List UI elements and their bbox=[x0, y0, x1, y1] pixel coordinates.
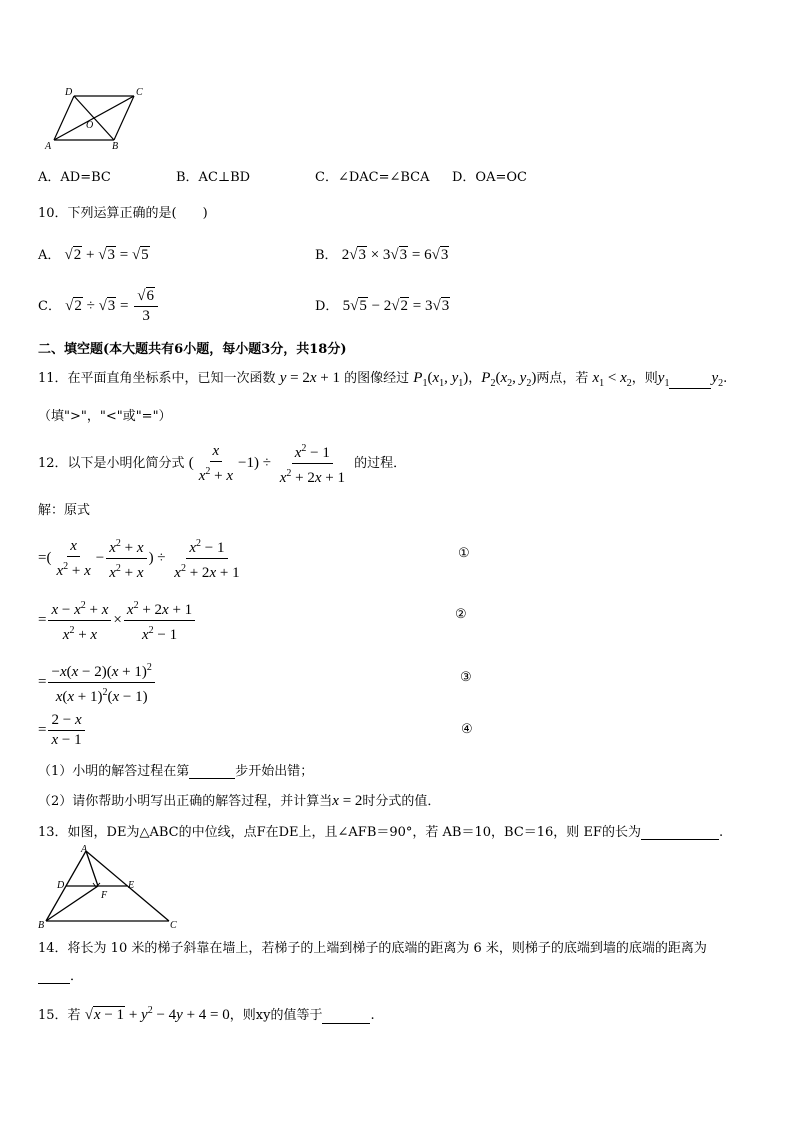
label-C: C bbox=[170, 920, 177, 929]
q12-sub2-value: x = 2 bbox=[332, 793, 363, 809]
q14-answer-blank[interactable] bbox=[38, 983, 70, 984]
label-B: B bbox=[38, 920, 45, 929]
q10-option-a bbox=[38, 244, 150, 264]
q11-y1: $y_1$ bbox=[657, 370, 670, 389]
q13-stem: 13．如图，DE为△ABC的中位线，点F在DE上，且∠AFB＝90°，若 AB＝10，BC＝16，则 EF的长为 bbox=[38, 825, 641, 840]
q12-part1: 12．以下是小明化简分式 bbox=[38, 455, 185, 471]
q11-answer-blank[interactable] bbox=[669, 388, 711, 389]
option-b-formula: 2√3 × 3√3 = 6√3 bbox=[341, 247, 449, 263]
q11-point-p2: $P_2(x_2$, $y_2$) bbox=[481, 370, 537, 389]
option-a-prefix: A． bbox=[38, 248, 61, 263]
q9-option-a: A．AD=BC bbox=[38, 170, 111, 185]
q10-option-c bbox=[38, 288, 160, 325]
label-A: A bbox=[45, 141, 52, 152]
option-c-prefix: C． bbox=[38, 298, 61, 314]
step-marker-1: ① bbox=[458, 546, 470, 561]
q11-y2: $y_2$ bbox=[711, 370, 724, 389]
q11-text: 11．在平面直角坐标系中，已知一次函数 y = 2x + 1 的图像经过 $P_1(x_1$, $y_1$)，$P_2(x_2$, $y_2$)两点，若 $x_1 < x_2$，则$y_1$ $y_2$. bbox=[38, 370, 728, 389]
q12-sub2-part2: 时分式的值． bbox=[362, 794, 441, 809]
q14-text: 14．将长为 10 米的梯子斜靠在墙上，若梯子的上端到梯子的底端的距离为 6 米，则梯子的底端到墙的底端的距离为 bbox=[38, 941, 707, 956]
step-marker-4: ④ bbox=[461, 722, 473, 737]
label-A: A bbox=[81, 844, 88, 855]
q11-function: y = 2x + 1 bbox=[279, 370, 340, 386]
option-a-formula: √2 + √3 = √5 bbox=[64, 247, 149, 263]
step-marker-3: ③ bbox=[460, 670, 472, 685]
parallelogram-figure bbox=[42, 86, 152, 152]
q14-answer-line: ． bbox=[38, 965, 83, 984]
q12-expression: ( $\frac{x}{x^2 + x}$ −1) ÷ $\frac{x^2 - 1}{x^2 + 2x + 1}$ bbox=[189, 455, 350, 471]
q12-sub1-part1: （1）小明的解答过程在第 bbox=[38, 764, 190, 779]
option-d-formula: 5√5 − 2√2 = 3√3 bbox=[342, 298, 450, 314]
q12-sub1-blank[interactable] bbox=[189, 778, 235, 779]
q15-answer-blank[interactable] bbox=[322, 1023, 370, 1024]
q10-option-b bbox=[315, 244, 449, 264]
q11-condition: $x_1 < x_2$ bbox=[592, 370, 632, 389]
q11-point-p1: $P_1(x_1$, $y_1$) bbox=[413, 370, 469, 389]
q13-answer-blank[interactable] bbox=[641, 839, 719, 840]
q12-step-2: = $\frac{x - x^2 + x}{x^2 + x}$ × $\frac{x^2 + 2x + 1}{x^2 - 1}$ bbox=[38, 597, 197, 644]
q9-option-b: B．AC⊥BD bbox=[176, 170, 251, 185]
q11-part2: 的图像经过 bbox=[344, 371, 410, 386]
label-B: B bbox=[112, 141, 119, 152]
q9-option-d: D．OA=OC bbox=[452, 170, 527, 185]
q11-hint: （填">"，"<"或"="） bbox=[38, 409, 172, 424]
option-d-prefix: D． bbox=[315, 299, 339, 314]
q9-option-c: C．∠DAC=∠BCA bbox=[315, 170, 430, 185]
step-marker-2: ② bbox=[455, 607, 467, 622]
q11-part4: ，则 bbox=[631, 371, 658, 386]
q15-part1: 15．若 bbox=[38, 1008, 81, 1023]
q11-part1: 11．在平面直角坐标系中，已知一次函数 bbox=[38, 371, 276, 386]
label-F: F bbox=[101, 890, 108, 901]
q12-step-1: =( $\frac{x}{x^2 + x}$ − $\frac{x^2 + x}{x^2 + x}$ ) ÷ $\frac{x^2 - 1}{x^2 + 2x + 1}$ bbox=[38, 535, 245, 582]
q15-part2: ，则xy的值等于 bbox=[229, 1008, 323, 1023]
q12-jie: 解：原式 bbox=[38, 503, 91, 518]
label-O: O bbox=[86, 120, 94, 131]
label-D: D bbox=[57, 880, 65, 891]
option-b-prefix: B． bbox=[315, 248, 338, 263]
label-E: E bbox=[128, 880, 135, 891]
q12-sub1-part2: 步开始出错； bbox=[235, 764, 314, 779]
q11-part3: 两点，若 bbox=[536, 371, 589, 386]
q15-text: 15．若 $√x - 1 + y^2 - 4y + 4 = 0$，则xy的值等于 . bbox=[38, 1005, 375, 1023]
q10-option-d bbox=[315, 295, 450, 315]
option-c-formula: √2 ÷ √3 = $\frac{√6}{3}$ bbox=[65, 298, 160, 314]
section-heading: 二、填空题(本大题共有6小题，每小题3分，共18分) bbox=[38, 342, 347, 357]
q12-step-3: = $\frac{-x(x - 2)(x + 1)^2}{x(x + 1)^2(x - 1)}$ bbox=[38, 659, 157, 706]
q13-text: 13．如图，DE为△ABC的中位线，点F在DE上，且∠AFB＝90°，若 AB＝10，BC＝16，则 EF的长为 . bbox=[38, 825, 724, 840]
q12-text bbox=[38, 440, 406, 487]
q10-stem: 10．下列运算正确的是( ) bbox=[38, 206, 208, 221]
q12-step-4: = $\frac{2 - x}{x - 1}$ bbox=[38, 712, 87, 749]
triangle-figure bbox=[36, 843, 182, 929]
label-C: C bbox=[136, 87, 143, 98]
q12-sub2-part1: （2）请你帮助小明写出正确的解答过程，并计算当 bbox=[38, 794, 333, 809]
q15-equation: $√x - 1 + y^2 - 4y + 4 = 0$ bbox=[84, 1005, 230, 1023]
q12-sub1 bbox=[38, 760, 313, 779]
q12-part2: 的过程． bbox=[354, 455, 407, 471]
label-D: D bbox=[65, 87, 73, 98]
q12-sub2 bbox=[38, 790, 440, 810]
